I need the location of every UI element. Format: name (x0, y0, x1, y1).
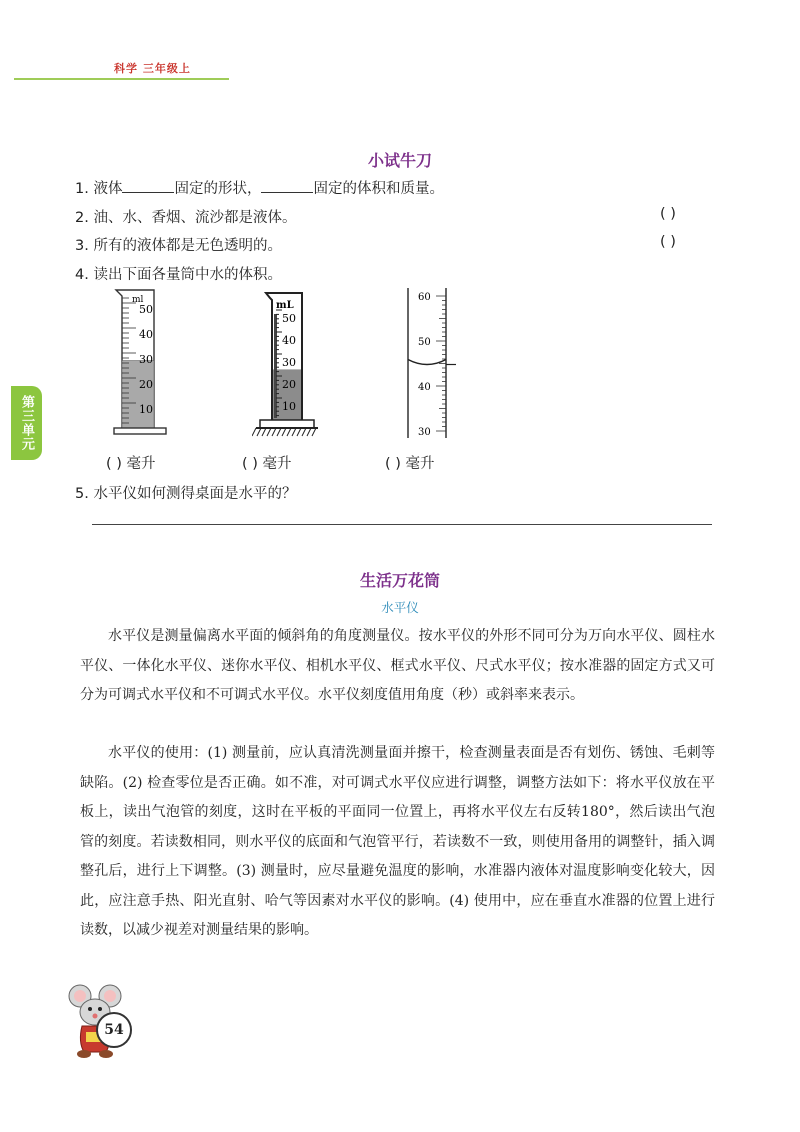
graduated-cylinder-1 (110, 288, 180, 438)
question-2: 2. 油、水、香烟、流沙都是液体。 (75, 210, 297, 226)
cylinder-1-tick-20: 20 (139, 378, 153, 391)
question-5: 5. 水平仪如何测得桌面是水平的？ (75, 486, 297, 502)
question-1 (75, 177, 444, 198)
cylinder-1-tick-10: 10 (139, 403, 153, 416)
cylinder-3-tick-30: 30 (418, 427, 431, 438)
header-divider (14, 78, 229, 80)
cylinder-2-tick-10: 10 (282, 400, 296, 413)
graduated-cylinder-2 (252, 288, 322, 440)
question-4: 4. 读出下面各量筒中水的体积。 (75, 267, 282, 283)
article-paragraph-2: 水平仪的使用：(1) 测量前，应认真清洗测量面并擦干，检查测量表面是否有划伤、锈蚀、毛刺等缺陷。(2) 检查零位是否正确。如不准，对可调式水平仪应进行调整，调整方法如下：将水平仪放在平板上，读出气泡管的刻度，这时在平板的平面同一位置上，再将水平仪左右反转180°，然后读出气泡管的刻度。若读数相同，则水平仪的底面和气泡管平行，若读数不一致，则使用备用的调整针，插入调整孔后，进行上下调整。(3) 测量时，应尽量避免温度的影响，水准器内液体对温度影响变化较大，因此，应注意手热、阳光直射、哈气等因素对水平仪的影响。(4) 使用中，应在垂直水准器的位置上进行读数，以减少视差对测量结果的影响。 (80, 745, 715, 938)
cylinder-1-unit-label: ml (132, 295, 144, 305)
cylinder-2-tick-30: 30 (282, 356, 296, 369)
fill-blank-1[interactable] (122, 178, 174, 193)
answer-blank-cylinder-1[interactable]: ( ) 毫升 (106, 456, 156, 472)
question-3-answer-paren[interactable]: ( ) (660, 234, 676, 250)
question-1-part-b: 固定的形状， (174, 181, 262, 197)
cylinder-3-tick-50: 50 (418, 337, 431, 348)
section-divider (92, 524, 712, 525)
question-3: 3. 所有的液体都是无色透明的。 (75, 238, 282, 254)
question-1-part-c: 固定的体积和质量。 (313, 181, 444, 197)
section-title-life: 生活万花筒 (359, 571, 440, 590)
fill-blank-2[interactable] (261, 178, 313, 193)
graduated-cylinder-3 (398, 288, 468, 440)
cylinder-3-tick-60: 60 (418, 292, 431, 303)
cylinder-2-tick-40: 40 (282, 334, 296, 347)
page-number: 54 (96, 1012, 132, 1048)
article-subtitle: 水平仪 (381, 600, 419, 615)
cylinder-2-unit-label: mL (276, 300, 294, 311)
cylinder-2-tick-50: 50 (282, 312, 296, 325)
question-2-answer-paren[interactable]: ( ) (660, 206, 676, 222)
header-subject-grade: 科学 三年级上 (114, 62, 191, 75)
cylinder-2-tick-20: 20 (282, 378, 296, 391)
answer-blank-cylinder-2[interactable]: ( ) 毫升 (242, 456, 292, 472)
question-1-part-a: 1. 液体 (75, 181, 123, 197)
article-paragraph-1: 水平仪是测量偏离水平面的倾斜角的角度测量仪。按水平仪的外形不同可分为万向水平仪、圆柱水平仪、一体化水平仪、迷你水平仪、相机水平仪、框式水平仪、尺式水平仪；按水准器的固定方式又可分为可调式水平仪和不可调式水平仪。水平仪刻度值用角度（秒）或斜率来表示。 (80, 628, 715, 703)
cylinder-1-tick-40: 40 (139, 328, 153, 341)
answer-blank-cylinder-3[interactable]: ( ) 毫升 (385, 456, 435, 472)
cylinder-3-tick-40: 40 (418, 382, 431, 393)
section-title-practice: 小试牛刀 (367, 151, 432, 170)
cylinder-1-tick-30: 30 (139, 353, 153, 366)
unit-side-tab: 第三单元 (11, 386, 42, 460)
cylinder-1-tick-50: 50 (139, 303, 153, 316)
